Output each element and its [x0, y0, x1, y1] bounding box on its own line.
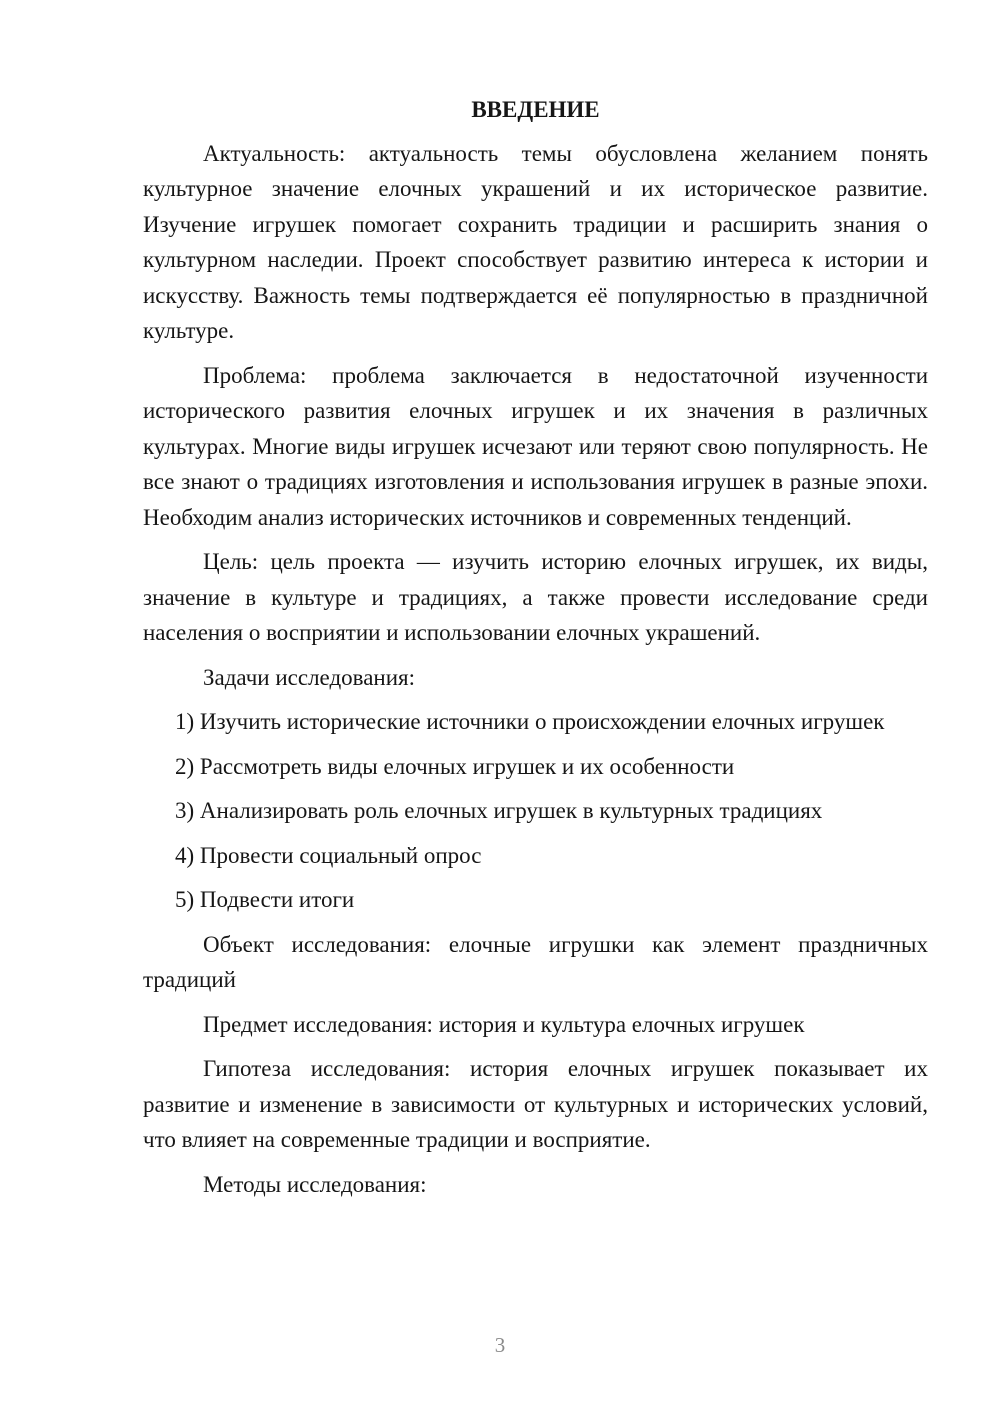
task-item-4: 4) Провести социальный опрос — [175, 842, 482, 868]
task-item-3: 3) Анализировать роль елочных игрушек в культурных традициях — [175, 798, 823, 823]
section-title: ВВЕДЕНИЕ — [471, 97, 600, 122]
paragraph-goal: Цель: цель проекта — изучить историю елочных игрушек, их виды, значение в культуре и традициях, а также провести исследование среди населения о восприятии и использовании елочных украшений. — [143, 549, 928, 645]
task-item-5: 5) Подвести итоги — [175, 887, 355, 912]
paragraph-subject: Предмет исследования: история и культура елочных игрушек — [203, 1011, 805, 1037]
paragraph-methods: Методы исследования: — [203, 1171, 427, 1197]
task-item-2: 2) Рассмотреть виды елочных игрушек и их особенности — [175, 753, 735, 779]
document-page — [143, 92, 928, 1211]
paragraph-relevance: Актуальность: актуальность темы обусловлена желанием понять культурное значение елочных украшений и их историческое развитие. Изучение игрушек помогает сохранить традиции и расширить знания о культурном наследии. Проект способствует развитию интереса к истории и искусству. Важность темы подтверждается её популярностью в праздничной культуре. — [143, 140, 928, 343]
paragraph-tasks-heading: Задачи исследования: — [203, 664, 416, 690]
task-item-1: 1) Изучить исторические источники о происхождении елочных игрушек — [175, 709, 885, 734]
page-number: 3 — [494, 1333, 506, 1357]
paragraph-hypothesis: Гипотеза исследования: история елочных игрушек показывает их развитие и изменение в зависимости от культурных и исторических условий, что влияет на современные традиции и восприятие. — [143, 1056, 928, 1152]
paragraph-object: Объект исследования: елочные игрушки как элемент праздничных традиций — [143, 931, 928, 992]
paragraph-problem: Проблема: проблема заключается в недостаточной изученности исторического развития елочных игрушек и их значения в различных культурах. Многие виды игрушек исчезают или теряют свою популярность. Не все знают о традициях изготовления и использования игрушек в разные эпохи. Необходим анализ исторических источников и современных тенденций. — [143, 362, 928, 530]
